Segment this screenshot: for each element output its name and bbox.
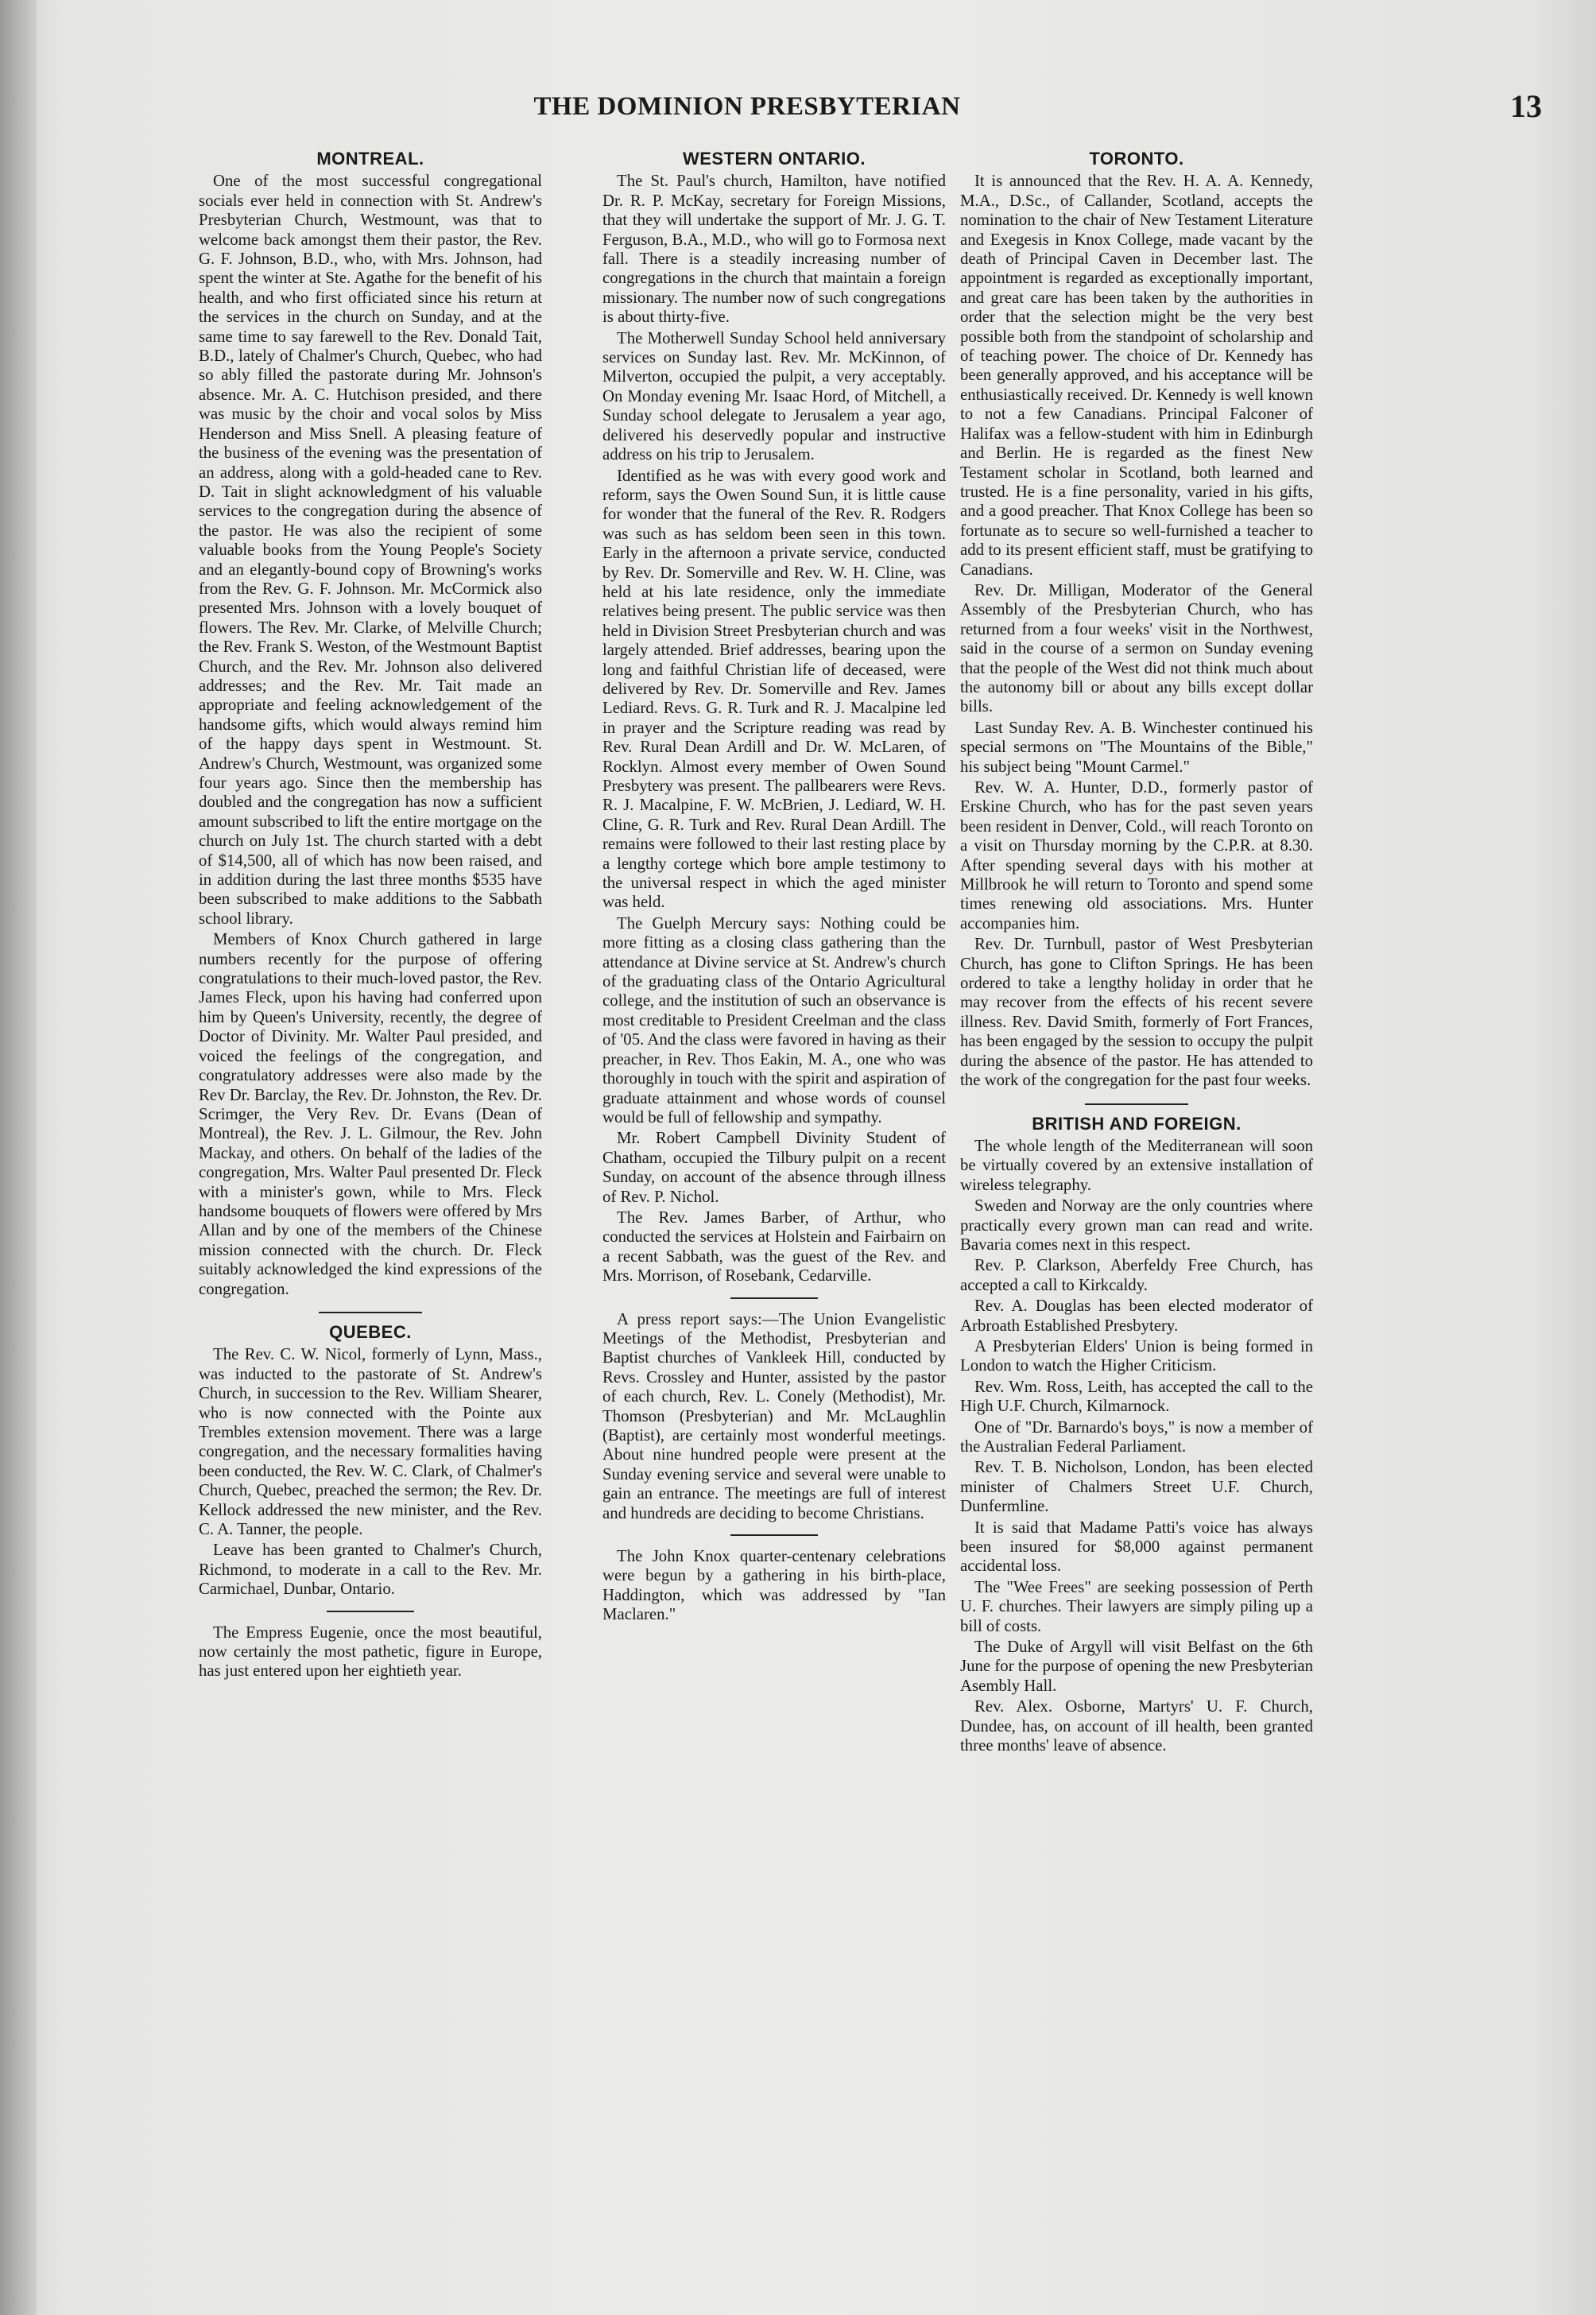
quebec-paragraph: The Rev. C. W. Nicol, formerly of Lynn, Mass., was inducted to the pastorate of St. Andrew's Church, in succession to the Rev. William Shearer, who is now connected with the Pointe aux Trembles extension movement. There was a large congregation, and the necessary formalities having been conducted, the Rev. W. C. Clark, of Chalmer's Church, Quebec, preached the sermon; the Rev. Dr. Kellock addressed the new minister, and the Rev. C. A. Tanner, the people. — [199, 1345, 542, 1539]
empress-paragraph: The Empress Eugenie, once the most beautiful, now certainly the most pathetic, figure in Europe, has just entered upon her eightieth year. — [199, 1623, 542, 1681]
british-paragraph: One of "Dr. Barnardo's boys," is now a member of the Australian Federal Parliament. — [960, 1417, 1313, 1456]
knox-paragraph: The John Knox quarter-centenary celebrations were begun by a gathering in his birth-place, Haddington, which was addressed by "Ian Maclaren." — [602, 1547, 946, 1624]
western-paragraph: The Rev. James Barber, of Arthur, who conducted the services at Holstein and Fairbairn on a recent Sabbath, was the guest of the Rev. and Mrs. Morrison, of Rosebank, Cedarville. — [602, 1208, 946, 1285]
british-paragraph: A Presbyterian Elders' Union is being formed in London to watch the Higher Criticism. — [960, 1336, 1313, 1375]
column-1 — [199, 145, 542, 1683]
section-divider — [327, 1611, 414, 1612]
british-paragraph: Rev. Alex. Osborne, Martyrs' U. F. Church, Dundee, has, on account of ill health, been granted three months' leave of absence. — [960, 1697, 1313, 1755]
toronto-paragraph: Rev. W. A. Hunter, D.D., formerly pastor of Erskine Church, who has for the past seven years been resident in Denver, Cold., will reach Toronto on a visit on Thursday morning by the C.P.R. at 8.30. After spending several days with his mother at Millbrook he will return to Toronto and spend some times renewing old associations. Mrs. Hunter accompanies him. — [960, 778, 1313, 933]
section-divider — [730, 1534, 818, 1536]
section-divider — [1085, 1103, 1188, 1105]
british-paragraph: Rev. A. Douglas has been elected moderator of Arbroath Established Presbytery. — [960, 1297, 1313, 1335]
british-paragraph: Rev. Wm. Ross, Leith, has accepted the call to the High U.F. Church, Kilmarnock. — [960, 1377, 1313, 1416]
toronto-paragraph: Last Sunday Rev. A. B. Winchester continued his special sermons on "The Mountains of the Bible," his subject being "Mount Carmel." — [960, 718, 1313, 776]
british-paragraph: Sweden and Norway are the only countries where practically every grown man can read and write. Bavaria comes next in this respect. — [960, 1196, 1313, 1254]
section-heading-western-ontario: WESTERN ONTARIO. — [682, 149, 866, 169]
british-paragraph: The whole length of the Mediterranean will soon be virtually covered by an extensive installation of wireless telegraphy. — [960, 1136, 1313, 1194]
montreal-paragraph: One of the most successful congregational socials ever held in connection with St. Andrew's Presbyterian Church, Westmount, was that to welcome back amongst them their pastor, the Rev. G. F. Johnson, B.D., who, with Mrs. Johnson, had spent the winter at Ste. Agathe for the benefit of his health, and who first officiated since his return at the services in the church on Sunday, and at the same time to say farewell to the Rev. Donald Tait, B.D., lately of Chalmer's Church, Quebec, who had so ably filled the pastorate during Mr. Johnson's absence. Mr. A. C. Hutchison presided, and there was music by the choir and vocal solos by Miss Henderson and Miss Snell. A pleasing feature of the business of the evening was the presentation of an address, along with a gold-headed cane to Rev. D. Tait in slight acknowledgment of his valuable services to the congregation during the absence of the pastor. He was also the recipient of some valuable books from the Young People's Society and an elegantly-bound copy of Browning's works from the Rev. G. F. Johnson. Mr. McCormick also presented Mrs. Johnson with a lovely bouquet of flowers. The Rev. Mr. Clarke, of Melville Church; the Rev. Frank S. Weston, of the Westmount Baptist Church, and the Rev. Mr. Johnson also delivered addresses; and the Rev. Mr. Tait made an appropriate and feeling acknowledgement of the handsome gifts, which would always remind him of the happy days spent in Westmount. St. Andrew's Church, Westmount, was organized some four years ago. Since then the membership has doubled and the congregation has now a sufficient amount subscribed to lift the entire mortgage on the church on July 1st. The church started with a debt of $14,500, all of which has now been raised, and in addition during the last three months $535 have been subscribed to make additions to the Sabbath school library. — [199, 172, 542, 928]
western-paragraph: The Guelph Mercury says: Nothing could be more fitting as a closing class gathering than the attendance at Divine service at St. Andrew's church of the graduating class of the Ontario Agricultural college, and the institution of such an observance is most creditable to President Creelman and the class of '05. And the class were favored in having as their preacher, in Rev. Thos Eakin, M. A., one who was thoroughly in touch with the spirit and aspiration of graduate attainment and whose words of counsel would be full of fellowship and sympathy. — [602, 913, 946, 1126]
column-3 — [960, 145, 1313, 1758]
page-edge-shadow — [0, 0, 37, 2315]
western-paragraph: The Motherwell Sunday School held anniversary services on Sunday last. Rev. Mr. McKinnon, of Milverton, occupied the pulpit, a very acceptably. On Monday evening Mr. Isaac Hord, of Mitchell, a Sunday school delegate to Jerusalem a year ago, delivered his deservedly popular and instructive address on his trip to Jerusalem. — [602, 328, 946, 464]
british-paragraph: Rev. T. B. Nicholson, London, has been elected minister of Chalmers Street U.F. Church, Dunfermline. — [960, 1458, 1313, 1516]
british-paragraph: The "Wee Frees" are seeking possession of Perth U. F. churches. Their lawyers are simply piling up a bill of costs. — [960, 1577, 1313, 1635]
section-heading-british-and-foreign: BRITISH AND FOREIGN. — [1032, 1113, 1242, 1134]
western-paragraph: The St. Paul's church, Hamilton, have notified Dr. R. P. McKay, secretary for Foreign Missions, that they will undertake the support of Mr. J. G. T. Ferguson, B.A., M.D., who will go to Formosa next fall. There is a steadily increasing number of congregations in the church that maintain a foreign missionary. The number now of such congregations is about thirty-five. — [602, 172, 946, 327]
quebec-paragraph: Leave has been granted to Chalmer's Church, Richmond, to moderate in a call to the Rev. Mr. Carmichael, Dunbar, Ontario. — [199, 1541, 542, 1599]
british-paragraph: Rev. P. Clarkson, Aberfeldy Free Church, has accepted a call to Kirkcaldy. — [960, 1256, 1313, 1294]
toronto-paragraph: It is announced that the Rev. H. A. A. Kennedy, M.A., D.Sc., of Callander, Scotland, accepts the nomination to the chair of New Testament Literature and Exegesis in Knox College, made vacant by the death of Principal Caven in December last. The appointment is regarded as exceptionally important, and great care has been taken by the authorities in order that the selection might be the very best possible both from the standpoint of scholarship and of teaching power. The choice of Dr. Kennedy has been generally approved, and his acceptance will be enthusiastically received. Dr. Kennedy is well known to not a few Canadians. Principal Falconer of Halifax was a fellow-student with him in Edinburgh and Berlin. He is regarded as the finest New Testament scholar in Scotland, both learned and trusted. He is a fine personality, varied in his gifts, and a good preacher. That Knox College has been so fortunate as to secure so well-furnished a teacher to add to its present efficient staff, must be gratifying to Canadians. — [960, 172, 1313, 579]
british-paragraph: The Duke of Argyll will visit Belfast on the 6th June for the purpose of opening the new Presbyterian Asembly Hall. — [960, 1638, 1313, 1695]
page-number: 13 — [1510, 88, 1542, 124]
toronto-paragraph: Rev. Dr. Turnbull, pastor of West Presbyterian Church, has gone to Clifton Springs. He has been ordered to take a lengthy holiday in order that he may recover from the effects of his recent severe illness. Rev. David Smith, formerly of Fort Frances, has been engaged by the session to occupy the pulpit during the absence of the pastor. He has attended to the work of the congregation for the past four weeks. — [960, 935, 1313, 1090]
section-heading-montreal: MONTREAL. — [316, 149, 424, 169]
british-paragraph: It is said that Madame Patti's voice has always been insured for $8,000 against permanent accidental loss. — [960, 1518, 1313, 1576]
section-divider — [319, 1312, 422, 1313]
section-heading-quebec: QUEBEC. — [329, 1321, 412, 1342]
section-heading-toronto: TORONTO. — [1089, 149, 1184, 169]
western-paragraph: Mr. Robert Campbell Divinity Student of Chatham, occupied the Tilbury pulpit on a recent Sunday, on account of the absence through illness of Rev. P. Nichol. — [602, 1129, 946, 1206]
toronto-paragraph: Rev. Dr. Milligan, Moderator of the General Assembly of the Presbyterian Church, who has returned from a four weeks' visit in the Northwest, said in the course of a sermon on Sunday evening that the people of the West did not think much about the autonomy bill or about any bills except dollar bills. — [960, 580, 1313, 716]
press-report-paragraph: A press report says:—The Union Evangelistic Meetings of the Methodist, Presbyterian and Baptist churches of Vankleek Hill, conducted by Revs. Crossley and Hunter, assisted by the pastor of each church, Rev. L. Conely (Methodist), Mr. Thomson (Presbyterian) and Mr. McLaughlin (Baptist), are certainly most wonderful meetings. About nine hundred people were present at the Sunday evening service and several were unable to gain an entrance. The meetings are full of interest and hundreds are deciding to become Christians. — [602, 1309, 946, 1522]
column-2 — [602, 145, 946, 1627]
montreal-paragraph: Members of Knox Church gathered in large numbers recently for the purpose of offering congratulations to their much-loved pastor, the Rev. James Fleck, upon his having had conferred upon him by Queen's University, recently, the degree of Doctor of Divinity. Mr. Walter Paul presided, and voiced the feelings of the congregation, and congratulatory addresses were also made by the Rev Dr. Barclay, the Rev. Dr. Johnston, the Rev. Dr. Scrimger, the Very Rev. Dr. Evans (Dean of Montreal), the Rev. J. L. Gilmour, the Rev. John Mackay, and others. On behalf of the ladies of the congregation, Mrs. Walter Paul presented Dr. Fleck with a minister's gown, while to Mrs. Fleck handsome bouquets of flowers were offered by Mrs Allan and by one of the members of the Chinese mission connected with the church. Dr. Fleck suitably acknowledged the kind expressions of the congregation. — [199, 930, 542, 1298]
western-paragraph: Identified as he was with every good work and reform, says the Owen Sound Sun, it is little cause for wonder that the funeral of the Rev. R. Rodgers was such as has seldom been seen in this town. Early in the afternoon a private service, conducted by Rev. Dr. Somerville and Rev. W. H. Cline, was held at his late residence, only the immediate relatives being present. The public service was then held in Division Street Presbyterian church and was largely attended. Brief addresses, bearing upon the long and faithful Christian life of deceased, were delivered by Rev. Dr. Somerville and Rev. James Lediard. Revs. G. R. Turk and R. J. Macalpine led in prayer and the Scripture reading was read by Rev. Rural Dean Ardill and Dr. W. McLaren, of Rocklyn. Almost every member of Owen Sound Presbytery was present. The pallbearers were Revs. R. J. Macalpine, F. W. McBrien, J. Lediard, W. H. Cline, G. R. Turk and Rev. Rural Dean Ardill. The remains were followed to their last resting place by a lengthy cortege which bore ample testimony to the universal respect in which the aged minister was held. — [602, 466, 946, 912]
section-divider — [730, 1297, 818, 1299]
masthead-title: THE DOMINION PRESBYTERIAN — [533, 92, 961, 121]
